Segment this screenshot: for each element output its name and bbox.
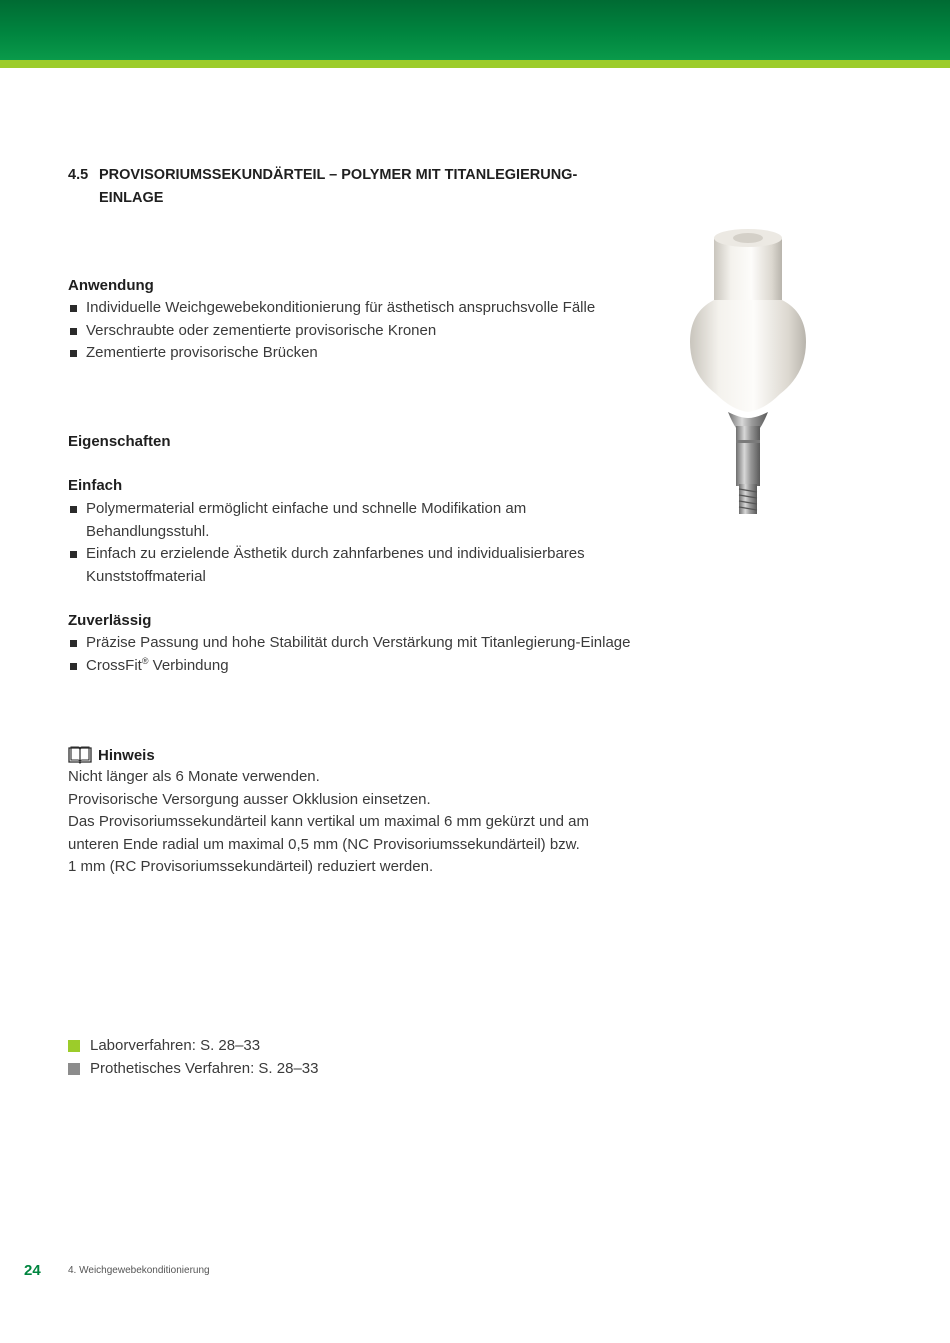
section-title <box>68 164 608 210</box>
list-item: Präzise Passung und hohe Stabilität durch Verstärkung mit Titanlegierung-Einlage <box>68 632 668 655</box>
reference-laborverfahren: Laborverfahren: S. 28–33 <box>68 1034 318 1057</box>
page-number: 24 <box>24 1262 41 1279</box>
reference-prothetisches-verfahren: Prothetisches Verfahren: S. 28–33 <box>68 1057 318 1080</box>
anwendung-list <box>68 297 628 365</box>
list-item: CrossFit® Verbindung <box>68 655 668 678</box>
hinweis-line: Das Provisoriumssekundärteil kann vertikal um maximal 6 mm gekürzt und am <box>68 813 590 830</box>
bullet-icon <box>70 350 77 357</box>
bullet-icon <box>70 551 77 558</box>
hinweis-line: Nicht länger als 6 Monate verwenden. <box>68 768 320 785</box>
hinweis-label: Hinweis <box>98 746 155 764</box>
bullet-icon <box>70 640 77 647</box>
header-accent-stripe <box>0 60 950 68</box>
list-item: Polymermaterial ermöglicht einfache und schnelle Modifikation am Behandlungsstuhl. <box>68 498 628 543</box>
book-icon <box>68 746 92 764</box>
bullet-icon <box>70 663 77 670</box>
einfach-list <box>68 498 628 588</box>
list-item: Zementierte provisorische Brücken <box>68 342 628 365</box>
hinweis-text <box>68 766 628 879</box>
bullet-icon <box>70 506 77 513</box>
zuverlaessig-heading: Zuverlässig <box>68 612 152 629</box>
einfach-heading: Einfach <box>68 477 123 494</box>
list-item: Verschraubte oder zementierte provisorische Kronen <box>68 320 628 343</box>
list-item: Einfach zu erzielende Ästhetik durch zahnfarbenes und individualisierbares Kunststoffmaterial <box>68 543 628 588</box>
hinweis-line: unteren Ende radial um maximal 0,5 mm (NC Provisoriumssekundärteil) bzw. <box>68 835 580 853</box>
section-title-line2: EINLAGE <box>99 190 164 206</box>
eigenschaften-heading: Eigenschaften <box>68 433 171 450</box>
abutment-product-image <box>676 226 820 522</box>
list-item: Individuelle Weichgewebekonditionierung für ästhetisch anspruchsvolle Fälle <box>68 297 628 320</box>
hinweis-header <box>68 744 155 766</box>
hinweis-line: 1 mm (RC Provisoriumssekundärteil) reduziert werden. <box>68 858 434 875</box>
anwendung-heading: Anwendung <box>68 277 154 294</box>
header-band <box>0 0 950 60</box>
bullet-icon <box>70 328 77 335</box>
bullet-icon <box>70 305 77 312</box>
gray-square-icon <box>68 1063 80 1075</box>
zuverlaessig-list <box>68 632 668 677</box>
hinweis-line: Provisorische Versorgung ausser Okklusion einsetzen. <box>68 790 431 808</box>
section-title-line1: PROVISORIUMSSEKUNDÄRTEIL – POLYMER MIT TITANLEGIERUNG- <box>99 167 578 183</box>
section-number: 4.5 <box>68 167 89 183</box>
green-square-icon <box>68 1040 80 1052</box>
procedure-references <box>68 1034 318 1080</box>
chapter-label: 4. Weichgewebekonditionierung <box>68 1265 210 1276</box>
